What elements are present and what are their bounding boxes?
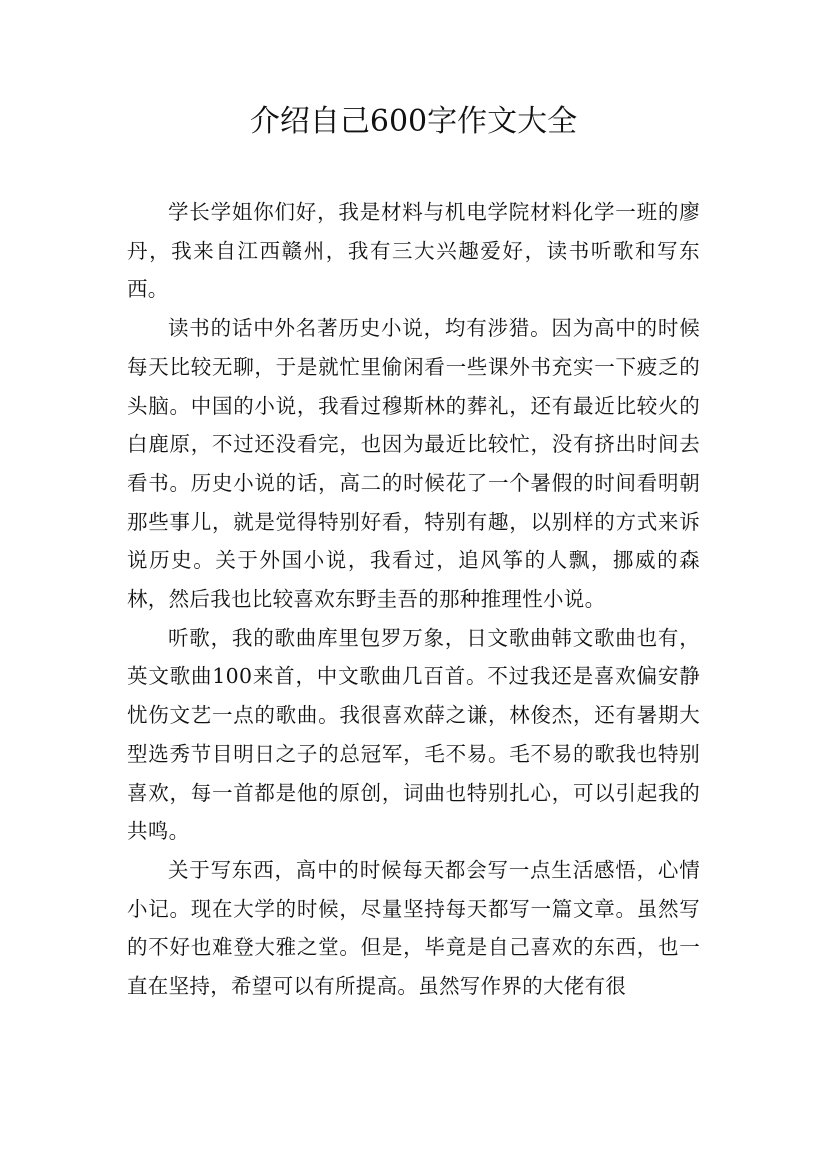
paragraph-writing: 关于写东西，高中的时候每天都会写一点生活感悟，心情小记。现在大学的时候，尽量坚持每天都写一篇文章。虽然写的不好也难登大雅之堂。但是，毕竟是自己喜欢的东西，也一直在坚持，希望可以有所提高。虽然写作界的大佬有很: [127, 857, 700, 999]
paragraph-intro: 学长学姐你们好，我是材料与机电学院材料化学一班的廖丹，我来自江西赣州，我有三大兴趣爱好，读书听歌和写东西。: [127, 200, 700, 302]
paragraph-music: 听歌，我的歌曲库里包罗万象，日文歌曲韩文歌曲也有，英文歌曲100来首，中文歌曲几百首。不过我还是喜欢偏安静忧伤文艺一点的歌曲。我很喜欢薛之谦，林俊杰，还有暑期大型选秀节目明日之子的总冠军，毛不易。毛不易的歌我也特别喜欢，每一首都是他的原创，词曲也特别扎心，可以引起我的共鸣。: [127, 625, 700, 844]
document-body: [127, 193, 700, 1006]
paragraph-reading: 读书的话中外名著历史小说，均有涉猎。因为高中的时候每天比较无聊，于是就忙里偷闲看一些课外书充实一下疲乏的头脑。中国的小说，我看过穆斯林的葬礼，还有最近比较火的白鹿原，不过还没看完，也因为最近比较忙，没有挤出时间去看书。历史小说的话，高二的时候花了一个暑假的时间看明朝那些事儿，就是觉得特别好看，特别有趣，以别样的方式来诉说历史。关于外国小说，我看过，追风筝的人飘，挪威的森林，然后我也比较喜欢东野圭吾的那种推理性小说。: [127, 316, 700, 612]
document-title: 介绍自己600字作文大全: [249, 104, 578, 139]
